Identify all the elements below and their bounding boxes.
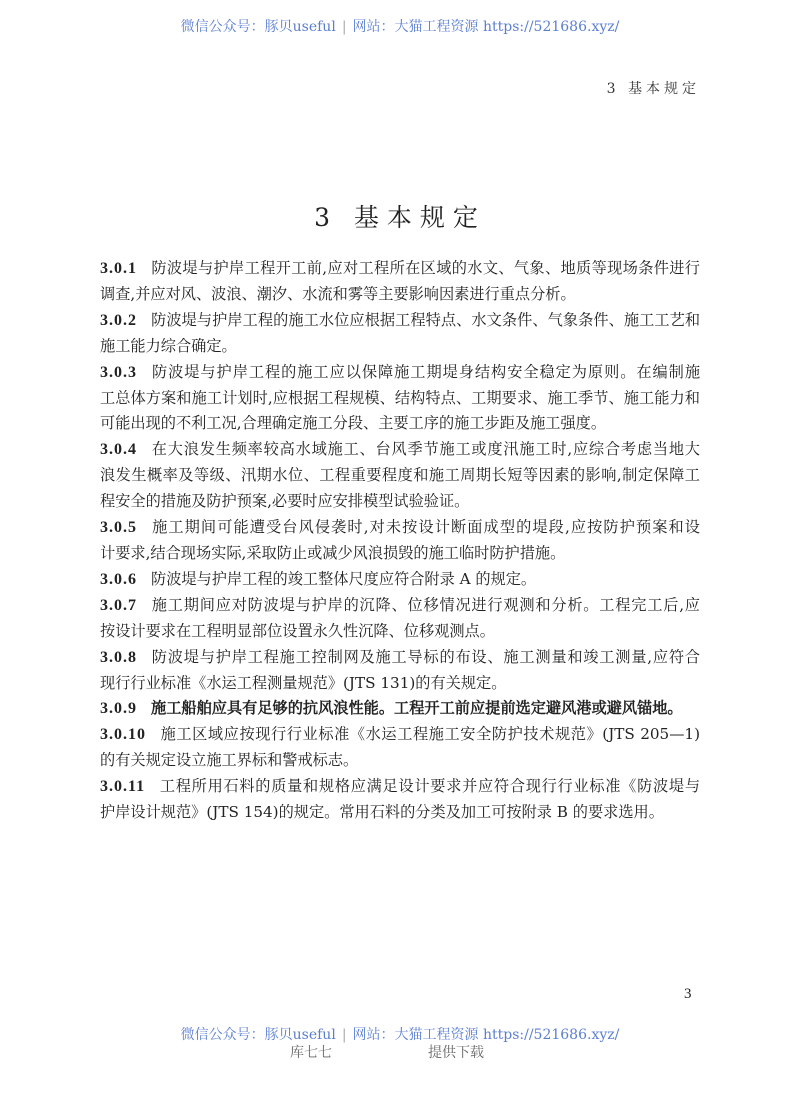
clause-number: 3.0.4 [100, 441, 137, 459]
clause-text: 可能出现的不利工况,合理确定施工分段、主要工序的施工步距及施工强度。 [100, 414, 607, 433]
clause-line [100, 800, 700, 826]
clause-line [100, 360, 700, 386]
clause-line [100, 463, 700, 489]
clause-line [100, 774, 700, 800]
clause-text: 调查,并应对风、波浪、潮汐、水流和雾等主要影响因素进行重点分析。 [100, 284, 576, 303]
clause-line [100, 411, 700, 437]
clause-line [100, 541, 700, 567]
clause [100, 593, 700, 645]
clause-line [100, 696, 700, 722]
clause [100, 774, 700, 826]
clause [100, 360, 700, 438]
clause-line [100, 645, 700, 671]
clause-number: 3.0.8 [100, 648, 137, 666]
clause-number: 3.0.10 [100, 726, 146, 744]
clause [100, 567, 700, 593]
footer-credit-right: 提供下载 [428, 1045, 484, 1061]
clause-text: 防波堤与护岸工程的施工应以保障施工期堤身结构安全稳定为原则。在编制施 [151, 362, 700, 381]
clause [100, 645, 700, 697]
watermark-wechat: 微信公众号：豚贝useful [180, 19, 336, 35]
clause-text: 的有关规定设立施工界标和警戒标志。 [100, 751, 359, 770]
clause-text: 施工区域应按现行行业标准《水运工程施工安全防护技术规范》(JTS 205—1) [160, 725, 700, 744]
clause [100, 722, 700, 774]
clause [100, 515, 700, 567]
watermark-separator: | [341, 1027, 347, 1043]
clause-line [100, 722, 700, 748]
clause [100, 437, 700, 515]
watermark-wechat: 微信公众号：豚贝useful [180, 1027, 336, 1043]
clause-text: 浪发生概率及等级、汛期水位、工程重要程度和施工周期长短等因素的影响,制定保障工 [100, 466, 700, 485]
clause-number: 3.0.9 [100, 700, 137, 718]
clause-text: 施工期间可能遭受台风侵袭时,对未按设计断面成型的堤段,应按防护预案和设 [151, 518, 700, 537]
watermark-website: 网站：大猫工程资源 https://521686.xyz/ [352, 19, 620, 35]
watermark-bottom [0, 1024, 800, 1044]
clause-text: 在大浪发生频率较高水域施工、台风季节施工或度汛施工时,应综合考虑当地大 [151, 440, 700, 459]
running-header: 3 基本规定 [606, 81, 700, 97]
clause-number: 3.0.2 [100, 311, 137, 329]
clause-line [100, 593, 700, 619]
watermark-website: 网站：大猫工程资源 https://521686.xyz/ [352, 1027, 620, 1043]
clause-text: 防波堤与护岸工程施工控制网及施工导标的布设、施工测量和竣工测量,应符合 [151, 647, 700, 666]
clause-text: 按设计要求在工程明显部位设置永久性沉降、位移观测点。 [100, 621, 495, 640]
clause-text: 计要求,结合现场实际,采取防止或减少风浪损毁的施工临时防护措施。 [100, 543, 566, 562]
clause-number: 3.0.7 [100, 596, 137, 614]
clause [100, 256, 700, 308]
chapter-title: 3 基本规定 [314, 203, 486, 232]
clause-text: 工程所用石料的质量和规格应满足设计要求并应符合现行行业标准《防波堤与 [159, 777, 700, 796]
clause-text: 防波堤与护岸工程的竣工整体尺度应符合附录 A 的规定。 [151, 569, 537, 588]
clause [100, 308, 700, 360]
clause-line [100, 619, 700, 645]
page-number: 3 [684, 986, 692, 1002]
watermark-top [0, 16, 800, 36]
clause-line [100, 308, 700, 334]
clause-line [100, 748, 700, 774]
clause-line [100, 437, 700, 463]
clause-list [100, 256, 700, 826]
clause-line [100, 515, 700, 541]
clause-text: 施工能力综合确定。 [100, 336, 237, 355]
clause-number: 3.0.6 [100, 570, 137, 588]
clause-line [100, 567, 700, 593]
clause-text: 现行行业标准《水运工程测量规范》(JTS 131)的有关规定。 [100, 673, 507, 692]
clause [100, 696, 700, 722]
clause-text: 防波堤与护岸工程开工前,应对工程所在区域的水文、气象、地质等现场条件进行 [151, 259, 700, 277]
clause-number: 3.0.5 [100, 519, 137, 537]
clause-text: 施工期间应对防波堤与护岸的沉降、位移情况进行观测和分析。工程完工后,应 [151, 595, 700, 614]
clause-text: 程安全的措施及防护预案,必要时应安排模型试验验证。 [100, 492, 470, 511]
watermark-separator: | [341, 19, 347, 35]
clause-text: 施工船舶应具有足够的抗风浪性能。工程开工前应提前选定避风港或避风锚地。 [151, 699, 683, 718]
clause-number: 3.0.3 [100, 363, 137, 381]
clause-line [100, 282, 700, 308]
clause-line [100, 334, 700, 360]
clause-line [100, 386, 700, 412]
clause-text: 工总体方案和施工计划时,应根据工程规模、结构特点、工期要求、施工季节、施工能力和 [100, 388, 700, 407]
clause-line [100, 256, 700, 282]
clause-line [100, 489, 700, 515]
clause-number: 3.0.11 [100, 778, 146, 796]
clause-line [100, 671, 700, 697]
clause-text: 防波堤与护岸工程的施工水位应根据工程特点、水文条件、气象条件、施工工艺和 [151, 310, 700, 329]
footer-credit-left: 库七七 [290, 1045, 332, 1061]
clause-number: 3.0.1 [100, 260, 137, 277]
clause-text: 护岸设计规范》(JTS 154)的规定。常用石料的分类及加工可按附录 B 的要求选用。 [100, 803, 664, 822]
